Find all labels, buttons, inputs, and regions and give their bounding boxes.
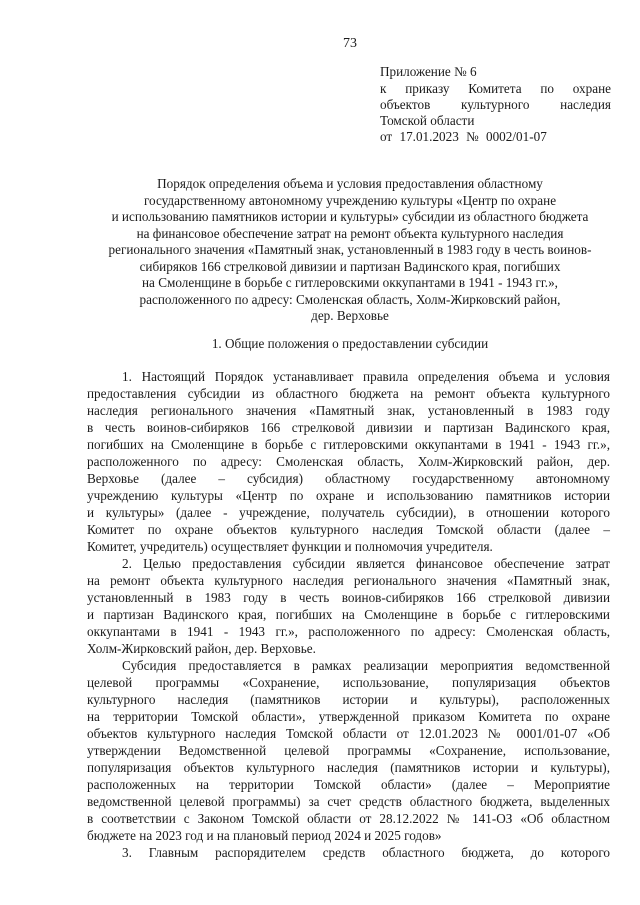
paragraph-line: бюджете на 2023 год и на плановый период 2024 и 2025 годов» — [87, 828, 442, 843]
section-heading: 1. Общие положения о предоставлении субсидии — [211, 336, 489, 351]
title-line: Порядок определения объема и условия предоставления областному — [157, 176, 543, 191]
title-line: дер. Верховье — [311, 308, 389, 323]
paragraph-line: объектов культурного наследия Томской области от 12.01.2023 № 0001/01-07 «Об — [87, 726, 610, 741]
paragraph-line: целевой программы «Сохранение, использование, популяризация объектов — [87, 675, 610, 690]
paragraph-line: популяризация объектов культурного наследия (памятников истории и культуры), — [87, 760, 610, 775]
paragraph-line: Комитет, учредитель) осуществляет функции и полномочия учредителя. — [87, 539, 493, 554]
title-line: сибиряков 166 стрелковой дивизии и партизан Вадинского края, погибших — [139, 258, 561, 274]
paragraph-line: Субсидия предоставляется в рамках реализации мероприятия ведомственной — [122, 658, 610, 673]
paragraph-line: и партизан Вадинского края, погибших на Смоленщине в борьбе с гитлеровскими — [87, 607, 610, 622]
paragraph-line: в честь воинов-сибиряков 166 стрелковой дивизии и партизан Вадинского края, — [87, 420, 610, 435]
paragraph-line: погибших на Смоленщине в борьбе с гитлеровскими оккупантами в 1941 - 1943 гг.», — [87, 437, 610, 452]
paragraph-line: ведомственной целевой программы) за счет средств областного бюджета, выделенных — [87, 794, 610, 809]
paragraph-line: на ремонт объекта культурного наследия регионального значения «Памятный знак, — [87, 573, 610, 588]
title-line: регионального значения «Памятный знак, установленный в 1983 году в честь воинов- — [108, 242, 592, 257]
paragraph-line: Верховье (далее – субсидия) областному государственному автономному — [87, 471, 610, 486]
paragraph-line: утверждении Ведомственной целевой программы «Сохранение, использование, — [87, 743, 610, 758]
appendix-line: Томской области — [380, 113, 475, 128]
appendix-title: Приложение № 6 — [380, 64, 477, 79]
appendix-line: объектов культурного наследия — [380, 97, 611, 112]
paragraph-line: 1. Настоящий Порядок устанавливает правила определения объема и условия — [122, 369, 610, 384]
appendix-date-number: от 17.01.2023 № 0002/01-07 — [380, 129, 547, 144]
title-line: на финансовое обеспечение затрат на ремонт объекта культурного наследия — [136, 225, 564, 241]
paragraph-line: расположенного по адресу: Смоленская область, Холм-Жирковский район, дер. — [87, 454, 610, 469]
document-title — [80, 176, 620, 325]
title-line: и использованию памятников истории и культуры» субсидии из областного бюджета — [111, 209, 589, 224]
page-number: 73 — [343, 36, 357, 51]
paragraph-line: учреждению культуры «Центр по охране и использованию памятников истории — [87, 488, 610, 503]
title-line: расположенного по адресу: Смоленская область, Холм-Жирковский район, — [139, 291, 561, 307]
paragraph-line: 2. Целью предоставления субсидии является финансовое обеспечение затрат — [122, 556, 610, 571]
paragraph-line: в соответствии с Законом Томской области от 28.12.2022 № 141-ОЗ «Об областном — [87, 811, 610, 826]
paragraph-line: и культуры» (далее - учреждение, получатель субсидии), в отношении которого — [87, 505, 610, 520]
paragraph-line: Холм-Жирковский район, дер. Верховье. — [87, 641, 316, 656]
paragraph-line: культурного наследия (памятников истории и культуры), расположенных — [87, 692, 610, 707]
paragraph-line: оккупантами в 1941 - 1943 гг.», расположенного по адресу: Смоленская область, — [87, 624, 610, 639]
paragraph-line: наследия регионального значения «Памятный знак, установленный в 1983 году — [87, 403, 610, 418]
paragraph-line: Комитет по охране объектов культурного наследия Томской области (далее – — [87, 522, 610, 537]
paragraph-line: расположенных на территории Томской области» (далее – Мероприятие — [87, 777, 610, 792]
appendix-line: к приказу Комитета по охране — [380, 81, 611, 96]
body-text — [87, 368, 610, 861]
title-line: на Смоленщине в борьбе с гитлеровскими оккупантами в 1941 - 1943 гг.», — [142, 275, 558, 290]
paragraph-line: установленный в 1983 году в честь воинов-сибиряков 166 стрелковой дивизии — [87, 590, 610, 605]
paragraph-line: 3. Главным распорядителем средств областного бюджета, до которого — [122, 845, 610, 860]
title-line: государственному автономному учреждению культуры «Центр по охране — [143, 192, 557, 208]
paragraph-line: на территории Томской области», утвержденной приказом Комитета по охране — [87, 709, 610, 724]
paragraph-line: предоставления субсидии из областного бюджета на ремонт объекта культурного — [87, 386, 610, 401]
